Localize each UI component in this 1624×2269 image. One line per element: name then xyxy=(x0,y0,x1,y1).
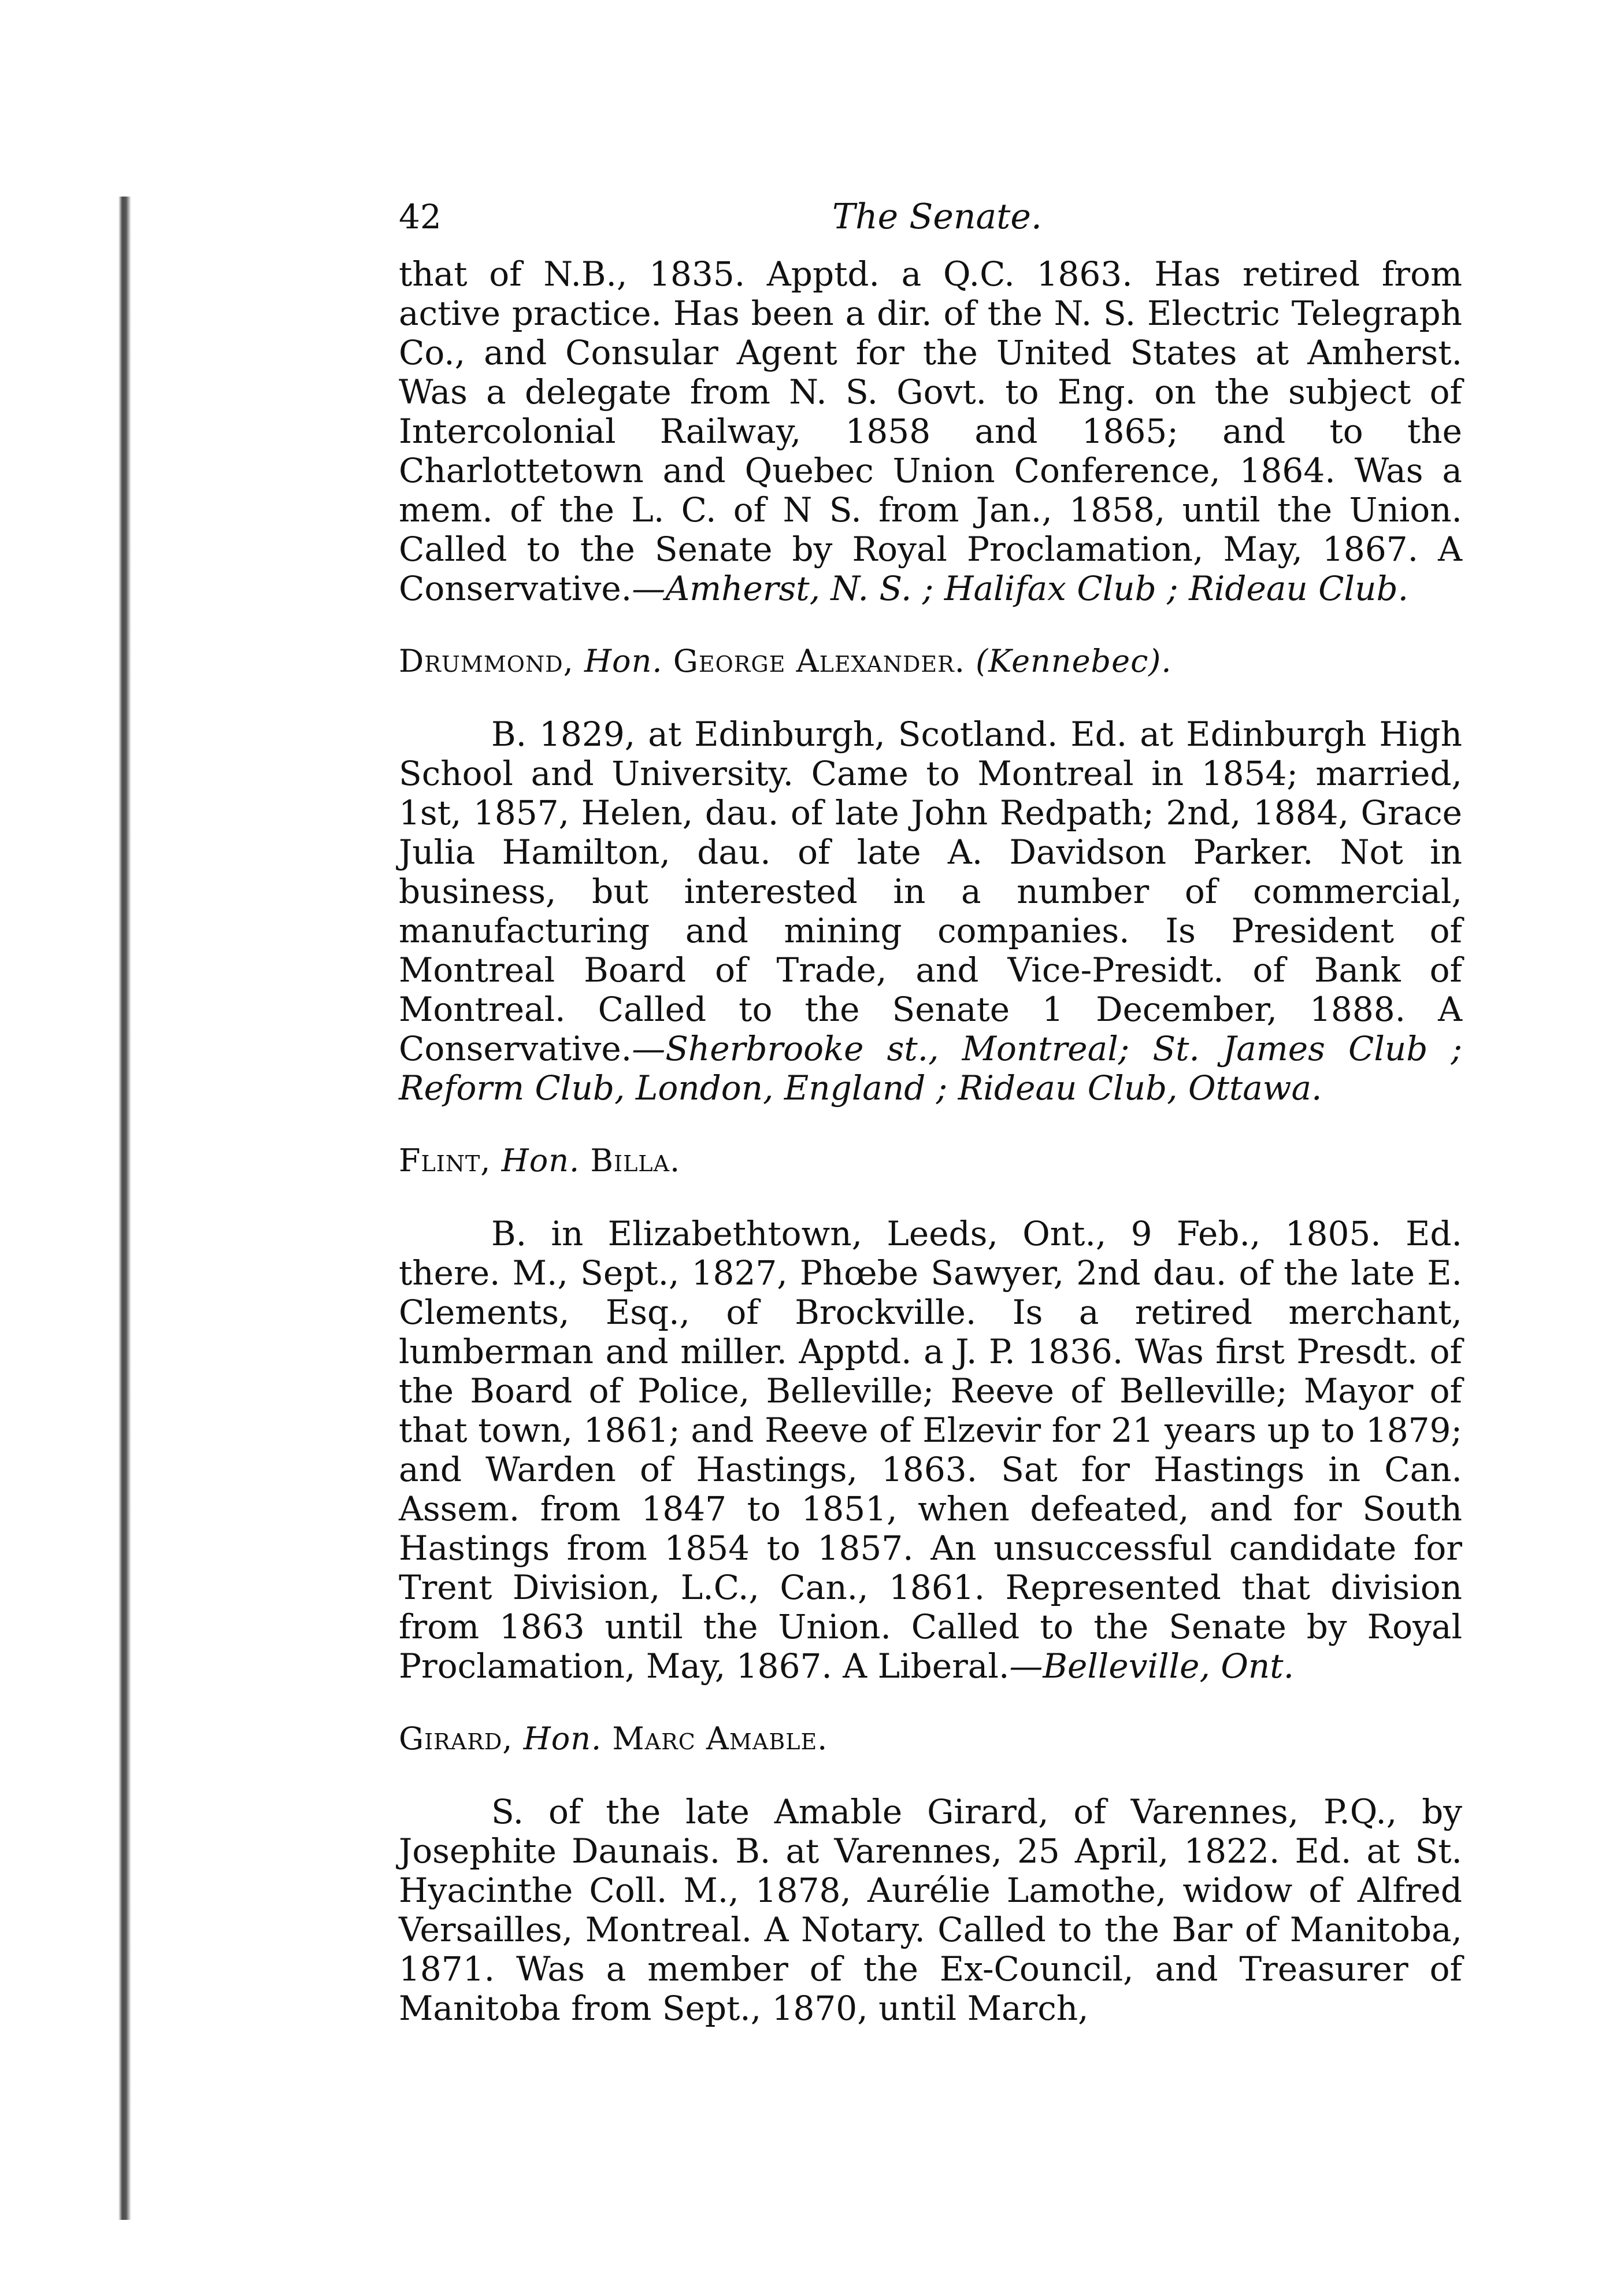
entry-address: —Amherst, N. S. ; Halifax Club ; Rideau Club. xyxy=(632,569,1409,608)
page-body xyxy=(399,254,1462,2028)
entry-surname: Girard, xyxy=(399,1720,513,1757)
page-header xyxy=(399,188,1439,246)
entry-text: B. in Elizabethtown, Leeds, Ont., 9 Feb., 1805. Ed. there. M., Sept., 1827, Phœbe Sawyer, 2nd dau. of the late E. Clements, Esq., of Brockville. Is a retired merchant, lumberman and miller. Apptd. a J. P. 1836. Was first Presdt. of the Board of Police, Belleville; Reeve of Belleville; Mayor of that town, 1861; and Reeve of Elzevir for 21 years up to 1879; and Warden of Hastings, 1863. Sat for Hastings in Can. Assem. from 1847 to 1851, when defeated, and for South Hastings from 1854 to 1857. An unsuccessful candidate for Trent Division, L.C., Can., 1861. Represented that division from 1863 until the Union. Called to the Senate by Royal Proclamation, May, 1867. A Liberal. xyxy=(399,1214,1462,1686)
entry-given-names: Marc Amable. xyxy=(612,1720,828,1757)
entry-honorific: Hon. xyxy=(501,1142,580,1179)
entry-body-flint xyxy=(399,1214,1462,1686)
entry-honorific: Hon. xyxy=(584,643,663,679)
running-title: The Senate. xyxy=(832,197,1042,237)
entry-heading-flint xyxy=(399,1141,1462,1180)
entry-address: —Sherbrooke st., Montreal; St. James Club ; Reform Club, London, England ; Rideau Club, Ottawa. xyxy=(399,1029,1462,1108)
entry-honorific: Hon. xyxy=(523,1720,602,1757)
entry-heading-girard xyxy=(399,1719,1462,1759)
entry-heading-drummond xyxy=(399,642,1462,681)
entry-text: S. of the late Amable Girard, of Varennes, P.Q., by Josephite Daunais. B. at Varennes, 25 April, 1822. Ed. at St. Hyacinthe Coll. M., 1878, Aurélie Lamothe, widow of Alfred Versailles, Montreal. A Notary. Called to the Bar of Manitoba, 1871. Was a member of the Ex-Council, and Treasurer of Manitoba from Sept., 1870, until March, xyxy=(399,1792,1462,2028)
entry-body-drummond xyxy=(399,715,1462,1108)
entry-surname: Flint, xyxy=(399,1142,491,1179)
entry-address: —Belleville, Ont. xyxy=(1009,1646,1295,1686)
entry-given-names: Billa. xyxy=(590,1142,681,1179)
entry-division: (Kennebec). xyxy=(976,643,1172,679)
entry-given-names: George Alexander. xyxy=(673,643,965,679)
entry-body-girard xyxy=(399,1792,1462,2028)
entry-text: that of N.B., 1835. Apptd. a Q.C. 1863. Has retired from active practice. Has been a dir. of the N. S. Electric Telegraph Co., and Consular Agent for the United States at Amherst. Was a delegate from N. S. Govt. to Eng. on the subject of Intercolonial Railway, 1858 and 1865; and to the Charlottetown and Quebec Union Conference, 1864. Was a mem. of the L. C. of N S. from Jan., 1858, until the Union. Called to the Senate by Royal Proclamation, May, 1867. A Conservative. xyxy=(399,254,1462,608)
entry-surname: Drummond, xyxy=(399,643,574,679)
page-number: 42 xyxy=(399,197,442,236)
entry-continuation xyxy=(399,254,1462,608)
scan-margin-shadow xyxy=(118,197,131,2220)
entry-text: B. 1829, at Edinburgh, Scotland. Ed. at Edinburgh High School and University. Came to Montreal in 1854; married, 1st, 1857, Helen, dau. of late John Redpath; 2nd, 1884, Grace Julia Hamilton, dau. of late A. Davidson Parker. Not in business, but interested in a number of commercial, manufacturing and mining companies. Is President of Montreal Board of Trade, and Vice-Presidt. of Bank of Montreal. Called to the Senate 1 December, 1888. A Conservative. xyxy=(399,715,1462,1068)
